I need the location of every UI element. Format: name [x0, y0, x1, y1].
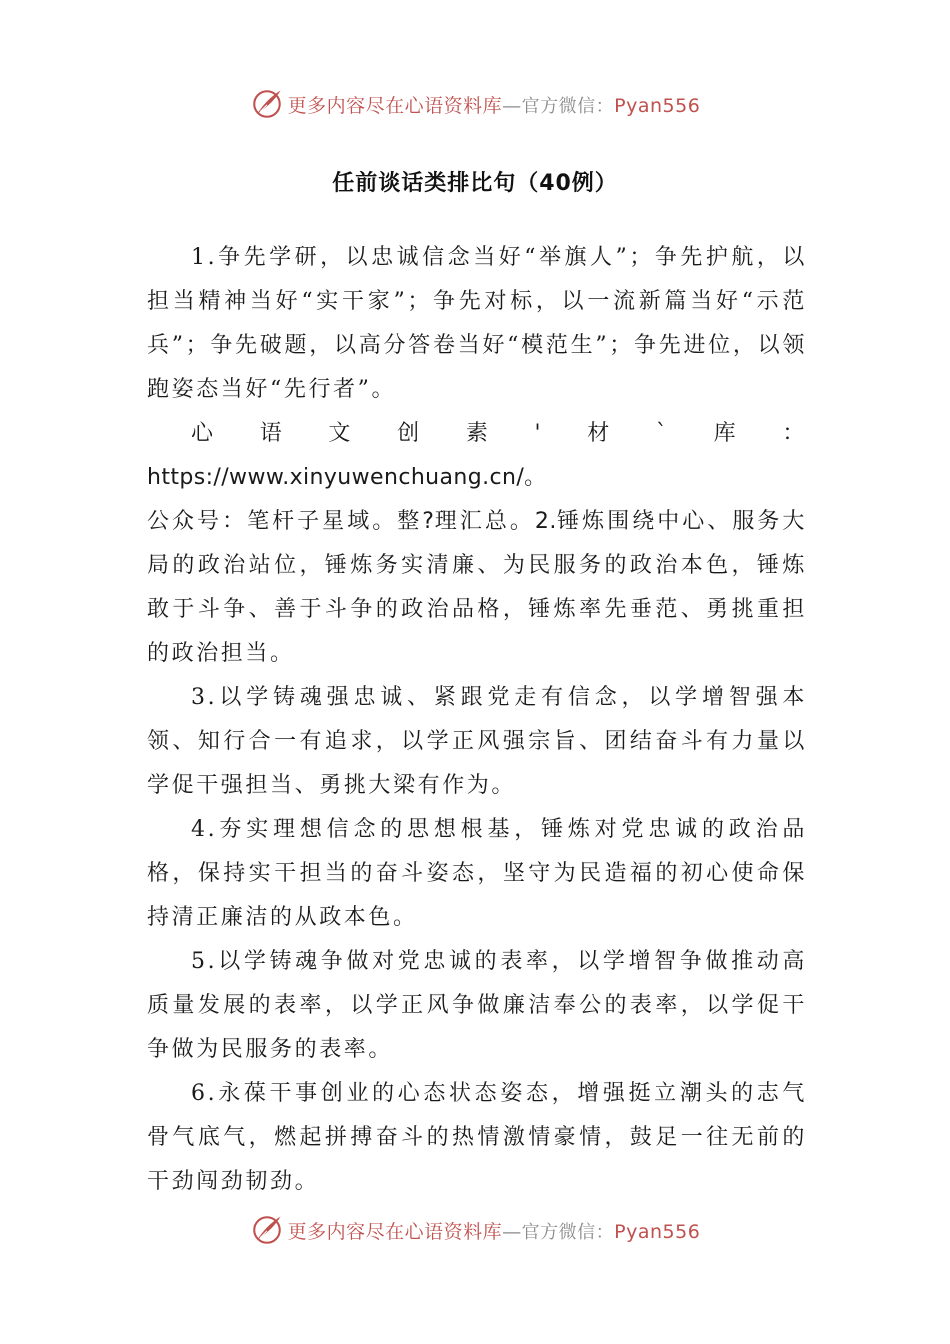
paragraph-1: 1.争先学研，以忠诚信念当好“举旗人”；争先护航，以担当精神当好“实干家”；争先对标，以一流新篇当好“示范兵”；争先破题，以高分答卷当好“模范生”；争先进位，以领跑姿态当好“先行者”。	[147, 245, 807, 402]
banner-text: 更多内容尽在心语资料库—官方微信：Pyan556	[287, 1220, 701, 1243]
quill-circle-icon	[250, 87, 284, 121]
paragraph-2: 公众号：笔杆子星域。整?理汇总。2.锤炼围绕中心、服务大局的政治站位，锤炼务实清廉、为民服务的政治本色，锤炼敢于斗争、善于斗争的政治品格，锤炼率先垂范、勇挑重担的政治担当。	[147, 509, 807, 666]
footer-watermark-banner	[0, 1210, 950, 1250]
paragraph-5: 5.以学铸魂争做对党忠诚的表率，以学增智争做推动高质量发展的表率，以学正风争做廉洁奉公的表率，以学促干争做为民服务的表率。	[147, 949, 807, 1062]
source-url[interactable]: https://www.xinyuwenchuang.cn/	[147, 465, 525, 490]
paragraph-3: 3.以学铸魂强忠诚、紧跟党走有信念，以学增智强本领、知行合一有追求，以学正风强宗旨、团结奋斗有力量以学促干强担当、勇挑大梁有作为。	[147, 685, 807, 798]
source-line: 心语文创素'材`库：https://www.xinyuwenchuang.cn/。	[147, 421, 807, 490]
header-watermark-banner	[0, 84, 950, 124]
paragraph-4: 4.夯实理想信念的思想根基，锤炼对党忠诚的政治品格，保持实干担当的奋斗姿态，坚守为民造福的初心使命保持清正廉洁的从政本色。	[147, 817, 807, 930]
banner-text: 更多内容尽在心语资料库—官方微信：Pyan556	[287, 94, 701, 117]
page-title: 任前谈话类排比句（40例）	[332, 171, 618, 196]
quill-circle-icon	[250, 1213, 284, 1247]
document-body	[147, 236, 807, 1204]
paragraph-6: 6.永葆干事创业的心态状态姿态，增强挺立潮头的志气骨气底气，燃起拼搏奋斗的热情激情豪情，鼓足一往无前的干劲闯劲韧劲。	[147, 1081, 807, 1194]
